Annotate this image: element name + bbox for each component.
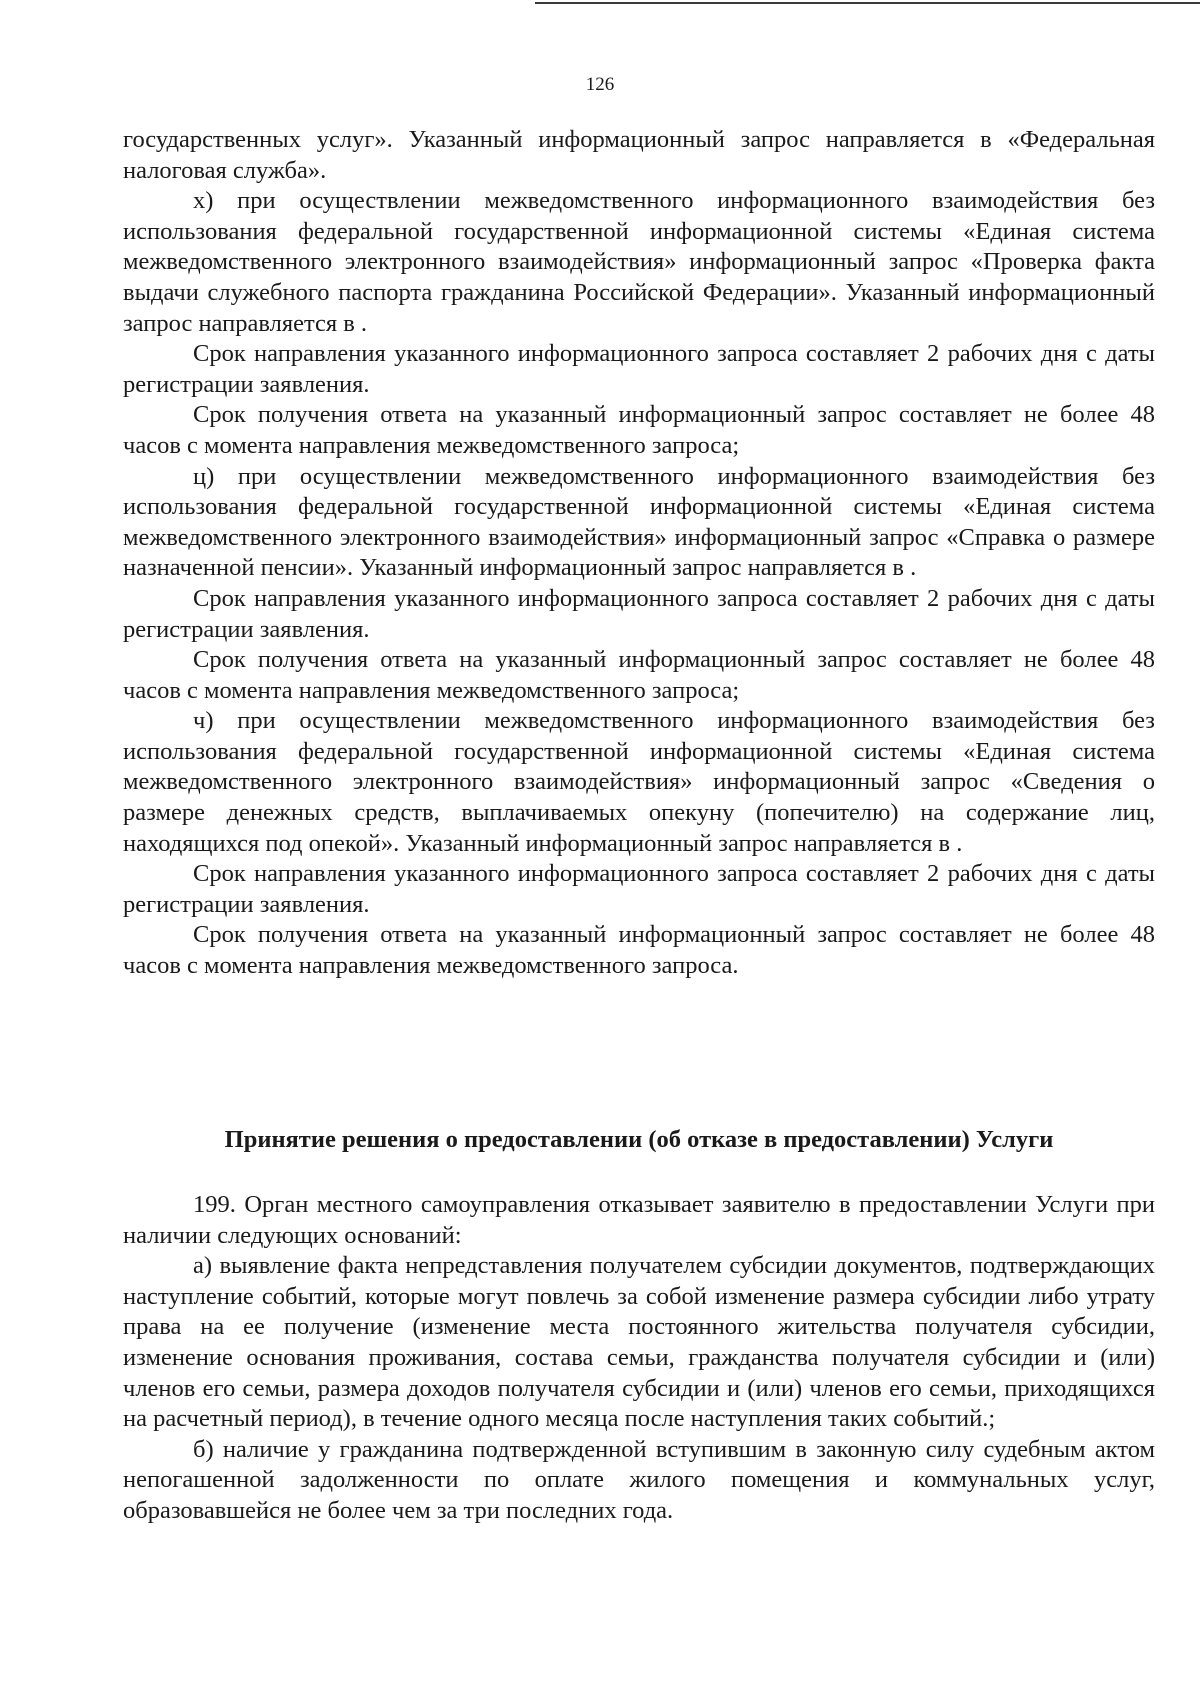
paragraph-item-kh: х) при осуществлении межведомственного информационного взаимодействия без использования федеральной государственной информационной системы «Единая система межведомственного электронного взаимодействия» информационный запрос «Проверка факта выдачи служебного паспорта гражданина Российской Федерации». Указанный информационный запрос направляется в . — [123, 187, 1155, 337]
paragraph: Срок направления указанного информационного запроса составляет 2 рабочих дня с даты регистрации заявления. — [123, 860, 1155, 918]
paragraph-item-a: а) выявление факта непредставления получателем субсидии документов, подтверждающих наступление событий, которые могут повлечь за собой изменение размера субсидии либо утрату права на ее получение (изменение места постоянного жительства получателя субсидии, изменение основания проживания, состава семьи, гражданства получателя субсидии и (или) членов его семьи, размера доходов получателя субсидии и (или) членов его семьи, приходящихся на расчетный период), в течение одного месяца после наступления таких событий.; — [123, 1252, 1155, 1433]
section-heading: Принятие решения о предоставлении (об отказе в предоставлении) Услуги — [224, 1126, 1054, 1153]
paragraph: Срок направления указанного информационного запроса составляет 2 рабочих дня с даты регистрации заявления. — [123, 584, 1155, 643]
paragraph: Срок получения ответа на указанный информационный запрос составляет не более 48 часов с момента направления межведомственного запроса; — [123, 401, 1155, 459]
upper-text-block — [123, 125, 1155, 982]
paragraph-item-199: 199. Орган местного самоуправления отказывает заявителю в предоставлении Услуги при наличии следующих оснований: — [123, 1191, 1155, 1249]
paragraph: Срок получения ответа на указанный информационный запрос составляет не более 48 часов с момента направления межведомственного запроса; — [123, 646, 1155, 704]
page-number: 126 — [585, 74, 615, 95]
paragraph: государственных услуг». Указанный информационный запрос направляется в «Федеральная налоговая служба». — [123, 126, 1155, 184]
paragraph-item-ts: ц) при осуществлении межведомственного информационного взаимодействия без использования федеральной государственной информационной системы «Единая система межведомственного электронного взаимодействия» информационный запрос «Справка о размере назначенной пенсии». Указанный информационный запрос направляется в . — [123, 462, 1155, 582]
paragraph: Срок получения ответа на указанный информационный запрос составляет не более 48 часов с момента направления межведомственного запроса. — [123, 921, 1155, 980]
paragraph-item-ch: ч) при осуществлении межведомственного информационного взаимодействия без использования федеральной государственной информационной системы «Единая система межведомственного электронного взаимодействия» информационный запрос «Сведения о размере денежных средств, выплачиваемых опекуну (попечителю) на содержание лиц, находящихся под опекой». Указанный информационный запрос направляется в . — [123, 707, 1155, 857]
paragraph-item-b: б) наличие у гражданина подтвержденной вступившим в законную силу судебным актом непогашенной задолженности по оплате жилого помещения и коммунальных услуг, образовавшейся не более чем за три последних года. — [123, 1435, 1155, 1524]
lower-text-block — [123, 1190, 1155, 1527]
paragraph: Срок направления указанного информационного запроса составляет 2 рабочих дня с даты регистрации заявления. — [123, 340, 1155, 398]
